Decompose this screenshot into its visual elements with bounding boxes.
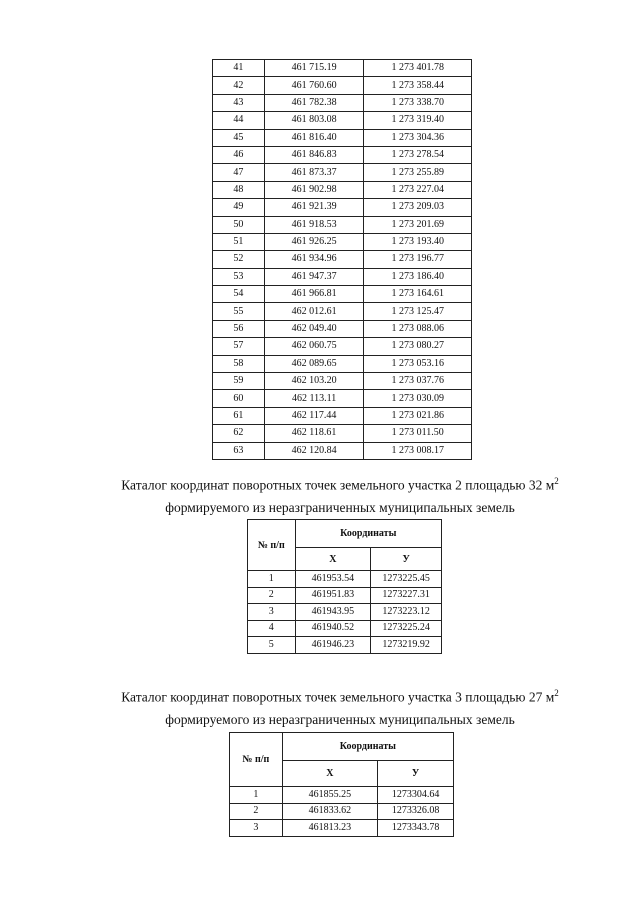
plot-3-caption-line1: Каталог координат поворотных точек земельного участка 3 площадью 27 м <box>121 689 555 705</box>
table-row <box>230 820 454 837</box>
coord-y: 1 273 011.50 <box>364 425 472 442</box>
coord-x: 461 966.81 <box>264 286 364 303</box>
header-y: У <box>371 548 442 571</box>
point-number: 4 <box>248 620 296 637</box>
coord-x: 461951.83 <box>295 587 371 604</box>
point-number: 48 <box>213 181 265 198</box>
coord-y: 1273223.12 <box>371 604 442 621</box>
coord-y: 1 273 227.04 <box>364 181 472 198</box>
table-row <box>213 425 472 442</box>
coord-x: 461 947.37 <box>264 268 364 285</box>
coord-x: 462 113.11 <box>264 390 364 407</box>
table-row <box>213 181 472 198</box>
coord-x: 461943.95 <box>295 604 371 621</box>
coord-y: 1 273 053.16 <box>364 355 472 372</box>
coord-y: 1273343.78 <box>378 820 454 837</box>
plot-2-caption <box>80 470 600 519</box>
table-row <box>213 286 472 303</box>
table-row <box>213 303 472 320</box>
coord-y: 1 273 196.77 <box>364 251 472 268</box>
point-number: 63 <box>213 442 265 459</box>
point-number: 62 <box>213 425 265 442</box>
coord-x: 462 049.40 <box>264 320 364 337</box>
table-row <box>248 587 442 604</box>
coord-y: 1 273 401.78 <box>364 60 472 77</box>
coord-x: 461855.25 <box>282 787 378 804</box>
coord-y: 1 273 164.61 <box>364 286 472 303</box>
table-row <box>213 112 472 129</box>
coord-y: 1 273 209.03 <box>364 199 472 216</box>
coord-y: 1 273 080.27 <box>364 338 472 355</box>
coord-x: 461 715.19 <box>264 60 364 77</box>
coord-x: 461946.23 <box>295 637 371 654</box>
header-x: Х <box>295 548 371 571</box>
table-row <box>213 216 472 233</box>
header-coords: Координаты <box>295 520 441 548</box>
table-row <box>213 199 472 216</box>
coord-x: 462 089.65 <box>264 355 364 372</box>
point-number: 1 <box>230 787 283 804</box>
coord-y: 1 273 278.54 <box>364 146 472 163</box>
header-coords: Координаты <box>282 733 453 761</box>
point-number: 5 <box>248 637 296 654</box>
table-row <box>213 146 472 163</box>
coord-y: 1 273 338.70 <box>364 94 472 111</box>
point-number: 60 <box>213 390 265 407</box>
coord-x: 461833.62 <box>282 803 378 820</box>
coord-y: 1273219.92 <box>371 637 442 654</box>
point-number: 53 <box>213 268 265 285</box>
point-number: 52 <box>213 251 265 268</box>
point-number: 58 <box>213 355 265 372</box>
point-number: 44 <box>213 112 265 129</box>
table-row <box>213 390 472 407</box>
table-row <box>248 637 442 654</box>
table-row <box>213 442 472 459</box>
point-number: 3 <box>230 820 283 837</box>
point-number: 59 <box>213 373 265 390</box>
coord-x: 462 103.20 <box>264 373 364 390</box>
header-num: № п/п <box>230 733 283 787</box>
table-row <box>213 129 472 146</box>
coord-y: 1 273 304.36 <box>364 129 472 146</box>
coord-y: 1273326.08 <box>378 803 454 820</box>
plot-2-coordinates-table <box>247 519 442 654</box>
point-number: 55 <box>213 303 265 320</box>
coord-x: 462 117.44 <box>264 407 364 424</box>
coord-y: 1273225.24 <box>371 620 442 637</box>
coord-x: 461 803.08 <box>264 112 364 129</box>
coord-x: 461 760.60 <box>264 77 364 94</box>
coordinates-table-continued <box>212 59 472 460</box>
coord-y: 1 273 008.17 <box>364 442 472 459</box>
point-number: 43 <box>213 94 265 111</box>
point-number: 47 <box>213 164 265 181</box>
coord-x: 461 782.38 <box>264 94 364 111</box>
point-number: 50 <box>213 216 265 233</box>
table-row <box>248 571 442 588</box>
point-number: 46 <box>213 146 265 163</box>
table-row <box>230 787 454 804</box>
plot-2-caption-superscript: 2 <box>554 476 559 486</box>
coord-y: 1 273 021.86 <box>364 407 472 424</box>
coord-y: 1 273 201.69 <box>364 216 472 233</box>
coord-y: 1273225.45 <box>371 571 442 588</box>
table-row <box>213 407 472 424</box>
coord-x: 461940.52 <box>295 620 371 637</box>
coord-x: 462 120.84 <box>264 442 364 459</box>
header-num: № п/п <box>248 520 296 571</box>
coord-y: 1 273 186.40 <box>364 268 472 285</box>
coord-x: 461 902.98 <box>264 181 364 198</box>
plot-3-coordinates-table <box>229 732 454 837</box>
point-number: 2 <box>230 803 283 820</box>
coord-x: 461 816.40 <box>264 129 364 146</box>
coord-y: 1273304.64 <box>378 787 454 804</box>
coord-x: 462 118.61 <box>264 425 364 442</box>
coord-x: 462 060.75 <box>264 338 364 355</box>
coord-x: 461 934.96 <box>264 251 364 268</box>
point-number: 57 <box>213 338 265 355</box>
point-number: 42 <box>213 77 265 94</box>
table-row <box>213 94 472 111</box>
coord-y: 1 273 125.47 <box>364 303 472 320</box>
coord-x: 461953.54 <box>295 571 371 588</box>
table-row <box>213 373 472 390</box>
coord-y: 1 273 358.44 <box>364 77 472 94</box>
table-row <box>213 164 472 181</box>
coord-y: 1 273 193.40 <box>364 233 472 250</box>
table-row <box>213 268 472 285</box>
coord-y: 1 273 319.40 <box>364 112 472 129</box>
table-row <box>248 620 442 637</box>
table-row <box>213 338 472 355</box>
coord-x: 461 918.53 <box>264 216 364 233</box>
point-number: 56 <box>213 320 265 337</box>
coord-y: 1273227.31 <box>371 587 442 604</box>
plot-2-caption-line2: формируемого из неразграниченных муниципальных земель <box>165 499 515 515</box>
coord-y: 1 273 088.06 <box>364 320 472 337</box>
header-x: Х <box>282 761 378 787</box>
coord-y: 1 273 255.89 <box>364 164 472 181</box>
table-row <box>213 320 472 337</box>
point-number: 49 <box>213 199 265 216</box>
coord-x: 461 873.37 <box>264 164 364 181</box>
point-number: 41 <box>213 60 265 77</box>
point-number: 61 <box>213 407 265 424</box>
table-row <box>213 233 472 250</box>
point-number: 1 <box>248 571 296 588</box>
point-number: 51 <box>213 233 265 250</box>
point-number: 2 <box>248 587 296 604</box>
coord-y: 1 273 030.09 <box>364 390 472 407</box>
plot-3-caption-line2: формируемого из неразграниченных муниципальных земель <box>165 711 515 727</box>
point-number: 45 <box>213 129 265 146</box>
table-row <box>248 604 442 621</box>
table-row <box>213 355 472 372</box>
coord-x: 461 926.25 <box>264 233 364 250</box>
plot-2-caption-line1: Каталог координат поворотных точек земельного участка 2 площадью 32 м <box>121 477 555 493</box>
plot-3-caption-superscript: 2 <box>554 688 559 698</box>
coord-x: 462 012.61 <box>264 303 364 320</box>
plot-3-caption <box>80 682 600 731</box>
table-row <box>213 77 472 94</box>
point-number: 54 <box>213 286 265 303</box>
header-y: У <box>378 761 454 787</box>
coord-x: 461 921.39 <box>264 199 364 216</box>
table-row <box>230 803 454 820</box>
coord-x: 461813.23 <box>282 820 378 837</box>
table-row <box>213 60 472 77</box>
point-number: 3 <box>248 604 296 621</box>
coord-x: 461 846.83 <box>264 146 364 163</box>
coord-y: 1 273 037.76 <box>364 373 472 390</box>
table-row <box>213 251 472 268</box>
